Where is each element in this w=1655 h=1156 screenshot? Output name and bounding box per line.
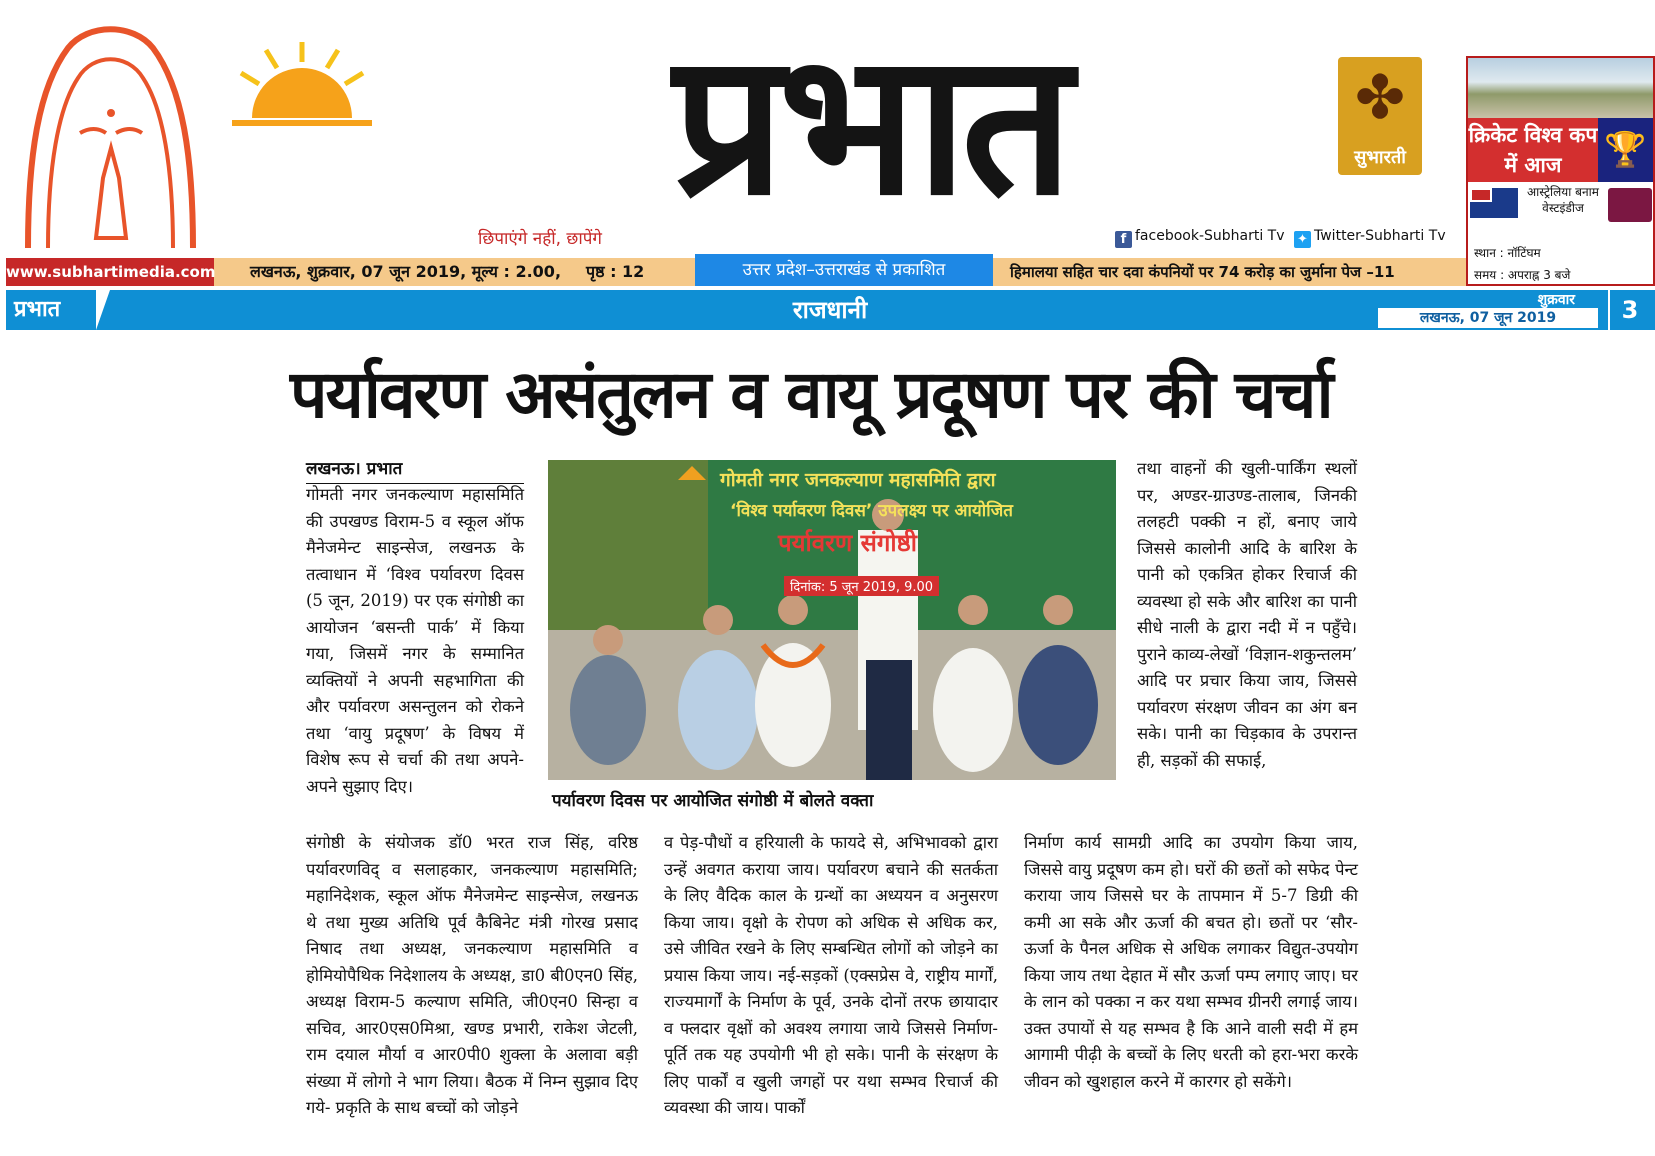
article-byline: लखनऊ। प्रभात [306, 456, 524, 484]
australia-flag-icon [1470, 188, 1518, 218]
facebook-link[interactable] [1115, 228, 1285, 248]
twitter-link-label: Twitter-Subharti Tv [1314, 228, 1446, 244]
edition-date-price: लखनऊ, शुक्रवार, 07 जून 2019, मूल्य : 2.00, [250, 262, 562, 281]
subharti-badge-label: सुभारती [1354, 147, 1406, 168]
section-date: लखनऊ, 07 जून 2019 [1378, 308, 1598, 328]
article-column-3-top: तथा वाहनों की खुली-पार्किंग स्थलों पर, अण्डर-ग्राउण्ड-तालाब, जिनकी तलहटी पक्की न हों, बनाए जाये जिससे कालोनी आदि के बारिश के पानी को एकत्रित होकर रिचार्ज की व्यवस्था हो सके और बारिश का पानी सीधे नाली के द्वारा नदी में न पहुँचे। पुराने काव्य-लेखों ‘विज्ञान-शकुन्तलम’ आदि पर प्रचार किया जाय, जिससे पर्यावरण संरक्षण जीवन का अंग बन सके। पानी का चिड़काव के उपरान्त ही, सड़कों की सफाई, [1137, 459, 1357, 770]
trophy-icon: 🏆 [1598, 118, 1653, 182]
page-number: 3 [1608, 290, 1650, 330]
cricket-time: समय : अपराह्न 3 बजे [1474, 268, 1571, 282]
article-column-3-bottom: निर्माण कार्य सामग्री आदि का उपयोग किया जाय, जिससे वायु प्रदूषण कम हो। घरों की छतों को सफेद पेन्ट कराया जाय जिससे घर के तापमान में 5-7 डिग्री की कमी आ सके और ऊर्जा की बचत हो। छतों पर ‘सौर-ऊर्जा के पैनल अधिक से अधिक लगाकर विद्युत-उपयोग किया जाय तथा देहात में सौर ऊर्जा पम्प लगाए जाए। घर के लान को पक्का न कर यथा सम्भव ग्रीनरी लगाई जाय। उक्त उपायों से यह सम्भव है कि आने वाली सदी में हम आगामी पीढ़ी के बच्चों के लिए धरती को हरा-भरा करके जीवन को खुशहाल करने में कारगर हो सकेंगे। [1024, 833, 1358, 1091]
event-photo [548, 460, 1116, 780]
twitter-icon: ✦ [1294, 231, 1311, 248]
sun-logo-icon [232, 40, 372, 130]
article-column-1-top: गोमती नगर जनकल्याण महासमिति की उपखण्ड विराम-5 व स्कूल ऑफ मैनेजमेन्ट साइन्सेज, लखनऊ के तत्वाधान में ‘विश्व पर्यावरण दिवस (5 जून, 2019) पर एक संगोष्ठी का आयोजन ‘बसन्ती पार्क’ में किया गया, जिसमें नगर के सम्मानित व्यक्तियों ने अपनी सहभागिता की और पर्यावरण असन्तुलन को रोकने तथा ‘वायु प्रदूषण’ के विषय में विशेष रूप से चर्चा की तथा अपने-अपने सुझाए दिए। [306, 485, 524, 796]
section-paper-name: प्रभात [14, 297, 61, 322]
article-column-1-bottom: संगोष्ठी के संयोजक डॉ0 भरत राज सिंह, वरिष्ठ पर्यावरणविद् व सलाहकार, जनकल्याण महासमिति; महानिदेशक, स्कूल ऑफ मैनेजमेन्ट साइन्सेज, लखनऊ थे तथा मुख्य अतिथि पूर्व कैबिनेट मंत्री गोरख प्रसाद निषाद तथा अध्यक्ष, जनकल्याण महासमिति व होमियोपैथिक निदेशालय के अध्यक्ष, डा0 बी0एन0 सिंह, अध्यक्ष विराम-5 कल्याण समिति, जी0एन0 सिन्हा व सचिव, आर0एस0मिश्रा, खण्ड प्रभारी, राकेश जेटली, राम दयाल मौर्या व आर0पी0 शुक्ला के अलावा बड़ी संख्या में लोगो ने भाग लिया। बैठक में निम्न सुझाव दिए गये- प्रकृति के साथ बच्चों को जोड़ने [306, 833, 638, 1117]
stadium-photo [1468, 58, 1653, 118]
west-indies-flag-icon [1608, 188, 1652, 222]
photo-banner-date: दिनांक: 5 जून 2019, 9.00 [784, 576, 939, 596]
masthead-tagline: छिपाएंगे नहीं, छापेंगे [478, 229, 602, 249]
section-title: राजधानी [792, 296, 868, 324]
cricket-venue: स्थान : नॉटिंघम [1474, 246, 1541, 260]
photo-banner-line-1: गोमती नगर जनकल्याण महासमिति द्वारा [720, 469, 996, 491]
greeting-figure-logo [8, 8, 213, 256]
section-divider [96, 290, 110, 330]
cricket-world-cup-box [1466, 56, 1655, 286]
cricket-box-heading: क्रिकेट विश्व कप में आज [1468, 118, 1598, 182]
masthead-title: प्रभात [673, 11, 1067, 239]
subharti-badge [1338, 57, 1422, 175]
facebook-icon: f [1115, 231, 1132, 248]
section-day: शुक्रवार [1537, 292, 1575, 308]
twitter-link[interactable] [1294, 228, 1446, 248]
photo-banner-line-3: पर्यावरण संगोष्ठी [778, 529, 917, 557]
website-link[interactable]: www.subhartimedia.com [6, 258, 214, 286]
headline-ticker: हिमालया सहित चार दवा कंपनियों पर 74 करोड़ का जुर्माना पेज –11 [1010, 263, 1395, 281]
page-count: पृष्ठ : 12 [586, 262, 645, 281]
photo-banner-line-2: ‘विश्व पर्यावरण दिवस’ उपलक्ष्य पर आयोजित [730, 501, 1013, 521]
cricket-match-label: आस्ट्रेलिया बनाम वेस्टइंडीज [1527, 185, 1599, 215]
article-column-2-bottom: व पेड़-पौधों व हरियाली के फायदे से, अभिभावको द्वारा उन्हें अवगत कराया जाय। पर्यावरण बचाने की सतर्कता के लिए वैदिक काल के ग्रन्थों का अध्ययन व अनुसरण किया जाय। वृक्षो के रोपण को अधिक से अधिक कर, उसे जीवित रखने के लिए सम्बन्धित लोगों को जोड़ने का प्रयास किया जाय। नई-सड़कों (एक्सप्रेस वे, राष्ट्रीय मार्गों, राज्यमार्गों के निर्माण के पूर्व, उनके दोनों तरफ छायादार व फ्लदार वृक्षों को अवश्य लगाया जाये जिससे निर्माण-पूर्ति तक यह उपयोगी भी हो सके। पानी के संरक्षण के लिए पार्कों व खुली जगहों पर यथा सम्भव रिचार्ज की व्यवस्था की जाय। पार्कों [664, 833, 998, 1117]
subharti-emblem-icon: ✤ [1354, 63, 1406, 133]
photo-caption: पर्यावरण दिवस पर आयोजित संगोष्ठी में बोलते वक्ता [552, 791, 874, 811]
published-from-badge: उत्तर प्रदेश–उत्तराखंड से प्रकाशित [695, 254, 993, 286]
facebook-link-label: facebook-Subharti Tv [1135, 228, 1285, 244]
article-headline: पर्यावरण असंतुलन व वायू प्रदूषण पर की चर्चा [290, 356, 1332, 433]
